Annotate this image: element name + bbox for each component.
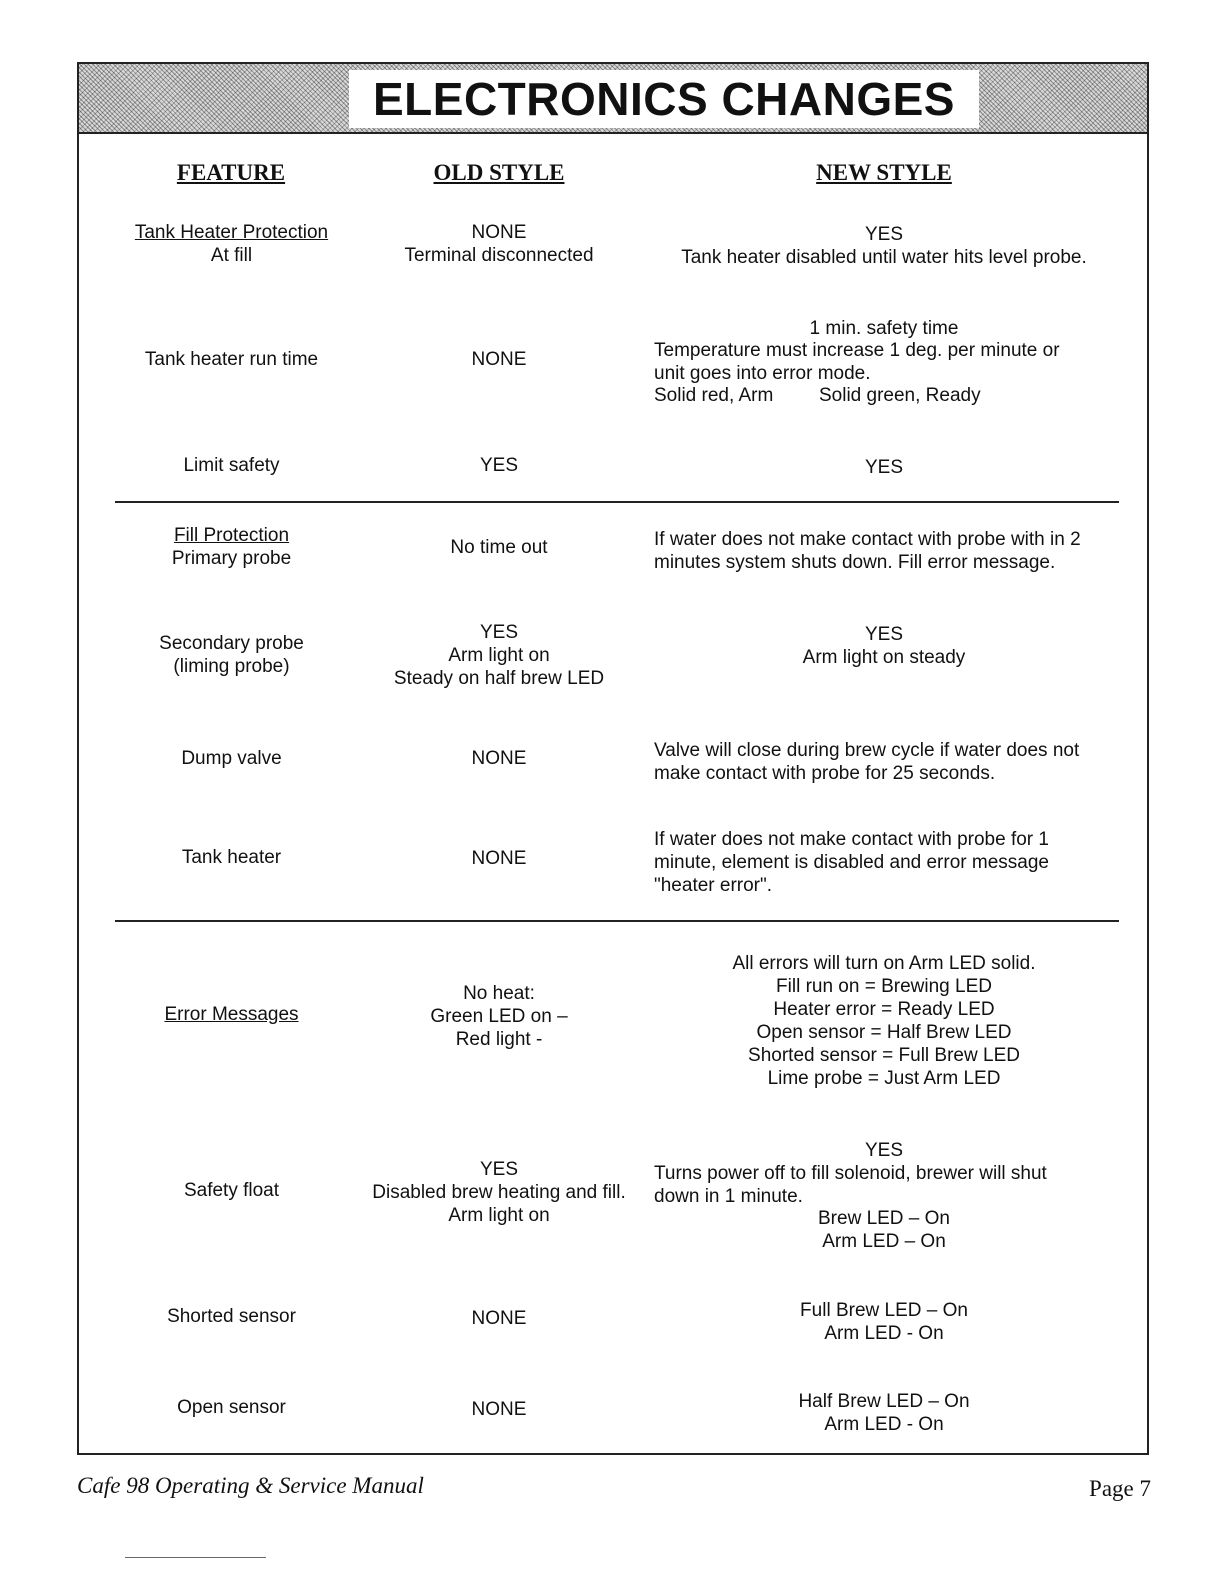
new-dump-valve: Valve will close during brew cycle if water does not make contact with probe for 25 seconds. <box>654 740 1080 784</box>
new-line: Full Brew LED – On <box>800 1300 968 1321</box>
new-run-time-status-red: Solid red, Arm <box>654 385 774 406</box>
new-line: Arm LED – On <box>822 1231 946 1252</box>
feature-label: Secondary probe <box>159 633 304 654</box>
old-limit-safety: YES <box>479 455 519 476</box>
header-new-style: NEW STYLE <box>816 160 952 185</box>
new-line: All errors will turn on Arm LED solid. <box>732 953 1036 974</box>
feature-fill-protection <box>109 524 354 570</box>
header-feature: FEATURE <box>176 160 286 185</box>
new-open-sensor <box>654 1390 1114 1436</box>
new-line: YES <box>864 624 904 645</box>
new-run-time-status-green: Solid green, Ready <box>819 385 981 406</box>
old-line: No heat: <box>463 983 535 1004</box>
new-line: Shorted sensor = Full Brew LED <box>748 1045 1020 1066</box>
new-tank-heater: If water does not make contact with probe for 1 minute, element is disabled and error message "heater error". <box>654 829 1049 896</box>
feature-tank-heater-protection <box>109 221 354 267</box>
feature-open-sensor: Open sensor <box>177 1397 286 1418</box>
old-tank-heater-protection <box>359 221 639 267</box>
feature-sublabel: At fill <box>210 245 253 266</box>
feature-error-messages <box>109 1003 354 1026</box>
old-line: Arm light on <box>448 645 550 666</box>
old-line: Steady on half brew LED <box>393 668 605 689</box>
old-line: Green LED on – <box>430 1006 568 1027</box>
feature-sublabel: Primary probe <box>171 548 292 569</box>
new-run-time-text: Temperature must increase 1 deg. per minute or unit goes into error mode. <box>654 340 1060 384</box>
feature-sublabel: (liming probe) <box>173 656 290 677</box>
new-tank-heater-protection <box>654 223 1114 269</box>
feature-limit-safety: Limit safety <box>183 455 280 476</box>
new-limit-safety: YES <box>864 457 904 478</box>
new-line: Tank heater disabled until water hits level probe. <box>681 247 1087 268</box>
new-line: Brew LED – On <box>818 1208 950 1229</box>
header-old-style: OLD STYLE <box>433 160 565 185</box>
old-dump-valve: NONE <box>471 748 527 769</box>
footnote-rule <box>125 1557 266 1558</box>
feature-safety-float: Safety float <box>183 1180 280 1201</box>
old-line: YES <box>479 622 519 643</box>
new-safety-float-text: Turns power off to fill solenoid, brewer will shut down in 1 minute. <box>654 1163 1047 1207</box>
new-safety-float-heading: YES <box>864 1140 904 1161</box>
old-line: Arm light on <box>448 1205 550 1226</box>
old-line: Red light - <box>455 1029 543 1050</box>
old-secondary-probe <box>359 621 639 690</box>
section-divider <box>115 501 1119 503</box>
new-line: Heater error = Ready LED <box>773 999 995 1020</box>
new-secondary-probe <box>654 623 1114 669</box>
old-line: NONE <box>471 222 527 243</box>
new-line: Arm LED - On <box>824 1414 944 1435</box>
feature-tank-heater: Tank heater <box>181 847 282 868</box>
old-line: YES <box>479 1159 519 1180</box>
feature-shorted-sensor: Shorted sensor <box>167 1306 296 1327</box>
new-line: Arm light on steady <box>802 647 966 668</box>
new-fill-protection: If water does not make contact with probe with in 2 minutes system shuts down. Fill error message. <box>654 529 1081 573</box>
new-line: Open sensor = Half Brew LED <box>756 1022 1012 1043</box>
feature-secondary-probe <box>109 632 354 678</box>
old-shorted-sensor: NONE <box>471 1308 527 1329</box>
new-line: Half Brew LED – On <box>798 1391 970 1412</box>
old-safety-float <box>359 1158 639 1227</box>
page-title: ELECTRONICS CHANGES <box>349 70 979 128</box>
new-shorted-sensor <box>654 1299 1114 1345</box>
new-safety-float-leds <box>654 1207 1114 1253</box>
feature-tank-heater-run-time: Tank heater run time <box>144 349 319 370</box>
section-divider <box>115 920 1119 922</box>
new-line: Lime probe = Just Arm LED <box>767 1068 1001 1089</box>
old-tank-heater: NONE <box>471 848 527 869</box>
old-line: Terminal disconnected <box>404 245 594 266</box>
feature-dump-valve: Dump valve <box>181 748 282 769</box>
new-run-time-heading: 1 min. safety time <box>809 318 959 339</box>
old-line: Disabled brew heating and fill. <box>372 1182 626 1203</box>
manual-title: Cafe 98 Operating & Service Manual <box>77 1473 424 1498</box>
old-tank-heater-run-time: NONE <box>471 349 527 370</box>
new-line: Arm LED - On <box>824 1323 944 1344</box>
old-error-messages <box>359 982 639 1051</box>
old-fill-protection: No time out <box>450 537 548 558</box>
old-open-sensor: NONE <box>471 1399 527 1420</box>
new-line: Fill run on = Brewing LED <box>776 976 992 997</box>
new-line: YES <box>864 224 904 245</box>
feature-label: Error Messages <box>164 1004 299 1025</box>
feature-label: Fill Protection <box>173 525 290 546</box>
table-frame <box>77 62 1149 1455</box>
new-error-messages <box>654 952 1114 1090</box>
page-number: Page 7 <box>1089 1476 1151 1501</box>
title-banner <box>79 64 1147 134</box>
feature-label: Tank Heater Protection <box>134 222 329 243</box>
